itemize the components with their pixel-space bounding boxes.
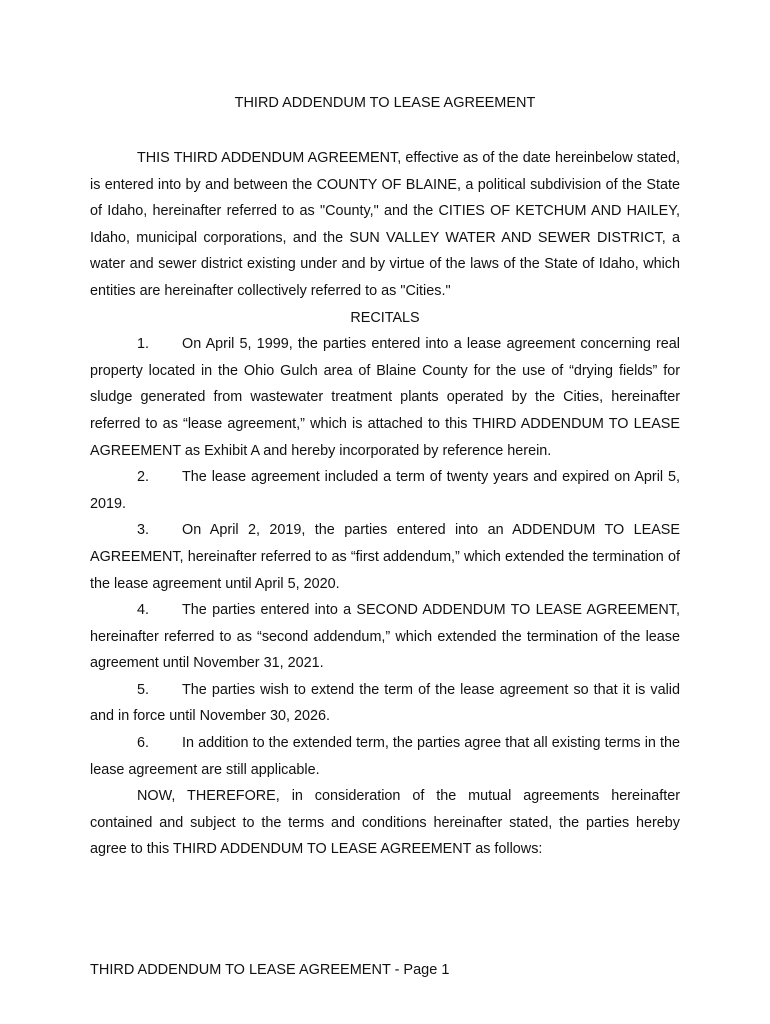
recital-paragraph — [90, 464, 680, 517]
recital-text: In addition to the extended term, the parties agree that all existing terms in the lease agreement are still applicable. — [90, 735, 680, 778]
recital-number: 4. — [137, 602, 150, 619]
recital-number: 2. — [137, 469, 150, 486]
recital-text: The parties wish to extend the term of the lease agreement so that it is valid and in force until November 30, 2026. — [90, 681, 680, 725]
page-footer: THIRD ADDENDUM TO LEASE AGREEMENT - Page 1 — [90, 962, 450, 978]
recital-number: 1. — [137, 336, 150, 353]
intro-paragraph: THIS THIRD ADDENDUM AGREEMENT, effective as of the date hereinbelow stated, is entered into by and between the COUNTY OF BLAINE, a political subdivision of the State of Idaho, hereinafter referred to as "County," and the CITIES OF KETCHUM AND HAILEY, Idaho, municipal corporations, and the SUN VALLEY WATER AND SEWER DISTRICT, a water and sewer district existing under and by virtue of the laws of the State of Idaho, which entities are hereinafter collectively referred to as "Cities." — [90, 150, 680, 299]
document-body — [90, 145, 680, 863]
recital-text: The lease agreement included a term of twenty years and expired on April 5, 2019. — [90, 469, 680, 512]
recital-paragraph — [90, 730, 680, 783]
recital-number: 6. — [137, 735, 150, 752]
recital-number: 3. — [137, 522, 150, 539]
recital-paragraph — [90, 677, 680, 730]
closing-paragraph: NOW, THEREFORE, in consideration of the mutual agreements hereinafter contained and subject to the terms and conditions hereinafter stated, the parties hereby agree to this THIRD ADDENDUM TO LEASE AGREEMENT as follows: — [90, 788, 680, 858]
recital-paragraph — [90, 517, 680, 597]
recital-text: On April 2, 2019, the parties entered into an ADDENDUM TO LEASE AGREEMENT, hereinafter referred to as “first addendum,” which extended the termination of the lease agreement until April 5, 2020. — [90, 522, 680, 592]
recital-number: 5. — [137, 681, 150, 698]
recital-text: On April 5, 1999, the parties entered into a lease agreement concerning real property located in the Ohio Gulch area of Blaine County for the use of “drying fields” for sludge generated from wastewater treatment plants operated by the Cities, hereinafter referred to as “lease agreement,” which is attached to this THIRD ADDENDUM TO LEASE AGREEMENT as Exhibit A and hereby incorporated by reference herein. — [90, 336, 680, 459]
recital-paragraph — [90, 331, 680, 464]
document-title: THIRD ADDENDUM TO LEASE AGREEMENT — [234, 95, 536, 111]
recitals-heading: RECITALS — [350, 309, 420, 326]
recital-paragraph — [90, 597, 680, 677]
recital-text: The parties entered into a SECOND ADDENDUM TO LEASE AGREEMENT, hereinafter referred to as “second addendum,” which extended the termination of the lease agreement until November 31, 2021. — [90, 602, 680, 672]
